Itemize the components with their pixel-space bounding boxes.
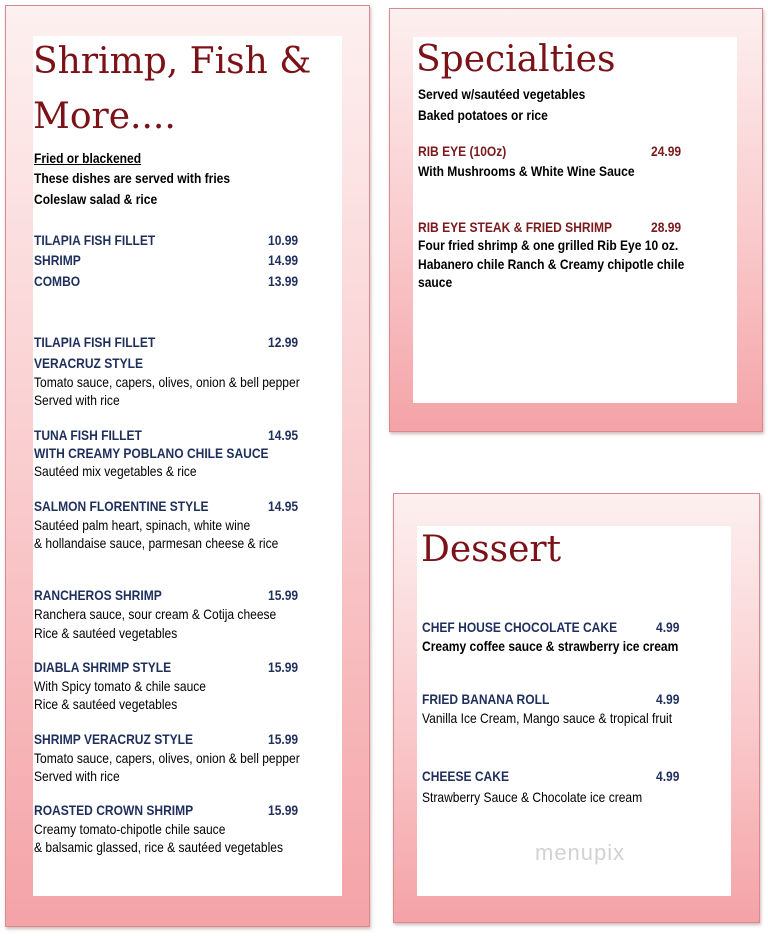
- menu-item-name-cont: VERACRUZ STYLE: [34, 355, 144, 371]
- menu-item-desc: Tomato sauce, capers, olives, onion & bell pepper: [34, 374, 300, 390]
- menu-item-name: SHRIMP VERACRUZ STYLE: [34, 731, 193, 747]
- menu-item-desc: Sautéed mix vegetables & rice: [34, 463, 197, 479]
- menu-item-desc: & balsamic glassed, rice & sautéed vegetables: [34, 839, 283, 855]
- menu-item-name: COMBO: [34, 273, 81, 289]
- menu-item-price: 14.95: [268, 498, 299, 514]
- menu-item-price: 14.95: [268, 427, 299, 443]
- menu-item-desc: Sautéed palm heart, spinach, white wine: [34, 517, 251, 533]
- menu-item-desc: Vanilla Ice Cream, Mango sauce & tropical fruit: [422, 710, 673, 726]
- dessert-title: Dessert: [421, 529, 562, 570]
- menu-item-desc: Creamy coffee sauce & strawberry ice cream: [422, 638, 679, 654]
- menu-item-name: SHRIMP: [34, 252, 81, 268]
- menu-item-name-cont: WITH CREAMY POBLANO CHILE SAUCE: [34, 445, 269, 461]
- menupix-watermark: menupix: [535, 840, 626, 865]
- menu-item-desc: With Mushrooms & White Wine Sauce: [418, 163, 635, 179]
- menu-item-desc: Tomato sauce, capers, olives, onion & bell pepper: [34, 750, 300, 766]
- menu-item-price: 4.99: [656, 768, 680, 784]
- specialties-title: Specialties: [416, 39, 616, 80]
- menu-item-name: CHEF HOUSE CHOCOLATE CAKE: [422, 619, 618, 635]
- menu-item-desc: With Spicy tomato & chile sauce: [34, 678, 206, 694]
- menu-item-price: 12.99: [268, 334, 299, 350]
- menu-item-price: 14.99: [268, 252, 299, 268]
- menu-item-name: DIABLA SHRIMP STYLE: [34, 659, 172, 675]
- menu-item-price: 24.99: [651, 143, 682, 159]
- menu-item-name: RANCHEROS SHRIMP: [34, 587, 162, 603]
- intro-line: These dishes are served with fries: [34, 170, 231, 186]
- specialties-intro: Baked potatoes or rice: [418, 107, 548, 123]
- menu-item-price: 28.99: [651, 219, 682, 235]
- menu-item-desc: & hollandaise sauce, parmesan cheese & rice: [34, 535, 279, 551]
- menu-item-price: 4.99: [656, 691, 680, 707]
- menu-item-name: FRIED BANANA ROLL: [422, 691, 550, 707]
- specialties-intro: Served w/sautéed vegetables: [418, 86, 586, 102]
- menu-item-price: 15.99: [268, 802, 299, 818]
- menu-item-price: 15.99: [268, 731, 299, 747]
- menu-item-desc: Strawberry Sauce & Chocolate ice cream: [422, 789, 643, 805]
- menu-item-desc: Creamy tomato-chipotle chile sauce: [34, 821, 226, 837]
- menu-item-price: 4.99: [656, 619, 680, 635]
- intro-line: Fried or blackened: [34, 150, 142, 166]
- menu-item-desc: Served with rice: [34, 392, 120, 408]
- shrimp-fish-title-line1: Shrimp, Fish &: [33, 41, 312, 82]
- menu-item-name: CHEESE CAKE: [422, 768, 509, 784]
- intro-line: Coleslaw salad & rice: [34, 191, 158, 207]
- menu-item-desc: Rice & sautéed vegetables: [34, 625, 178, 641]
- menu-item-name: SALMON FLORENTINE STYLE: [34, 498, 209, 514]
- menu-item-price: 10.99: [268, 232, 299, 248]
- menu-item-desc: Ranchera sauce, sour cream & Cotija cheese: [34, 606, 277, 622]
- menu-item-desc: Rice & sautéed vegetables: [34, 696, 178, 712]
- menu-item-name: RIB EYE (10Oz): [418, 143, 507, 159]
- menu-item-name: TUNA FISH FILLET: [34, 427, 142, 443]
- menu-item-name: ROASTED CROWN SHRIMP: [34, 802, 194, 818]
- menu-item-desc: sauce: [418, 274, 453, 290]
- menu-item-price: 15.99: [268, 659, 299, 675]
- menu-item-desc: Habanero chile Ranch & Creamy chipotle chile: [418, 256, 685, 272]
- menu-item-price: 15.99: [268, 587, 299, 603]
- menu-item-name: TILAPIA FISH FILLET: [34, 334, 156, 350]
- menu-item-desc: Four fried shrimp & one grilled Rib Eye 10 oz.: [418, 237, 679, 253]
- shrimp-fish-title-line2: More....: [33, 96, 176, 137]
- menu-item-name: TILAPIA FISH FILLET: [34, 232, 156, 248]
- menu-item-desc: Served with rice: [34, 768, 120, 784]
- menu-item-price: 13.99: [268, 273, 299, 289]
- menu-item-name: RIB EYE STEAK & FRIED SHRIMP: [418, 219, 613, 235]
